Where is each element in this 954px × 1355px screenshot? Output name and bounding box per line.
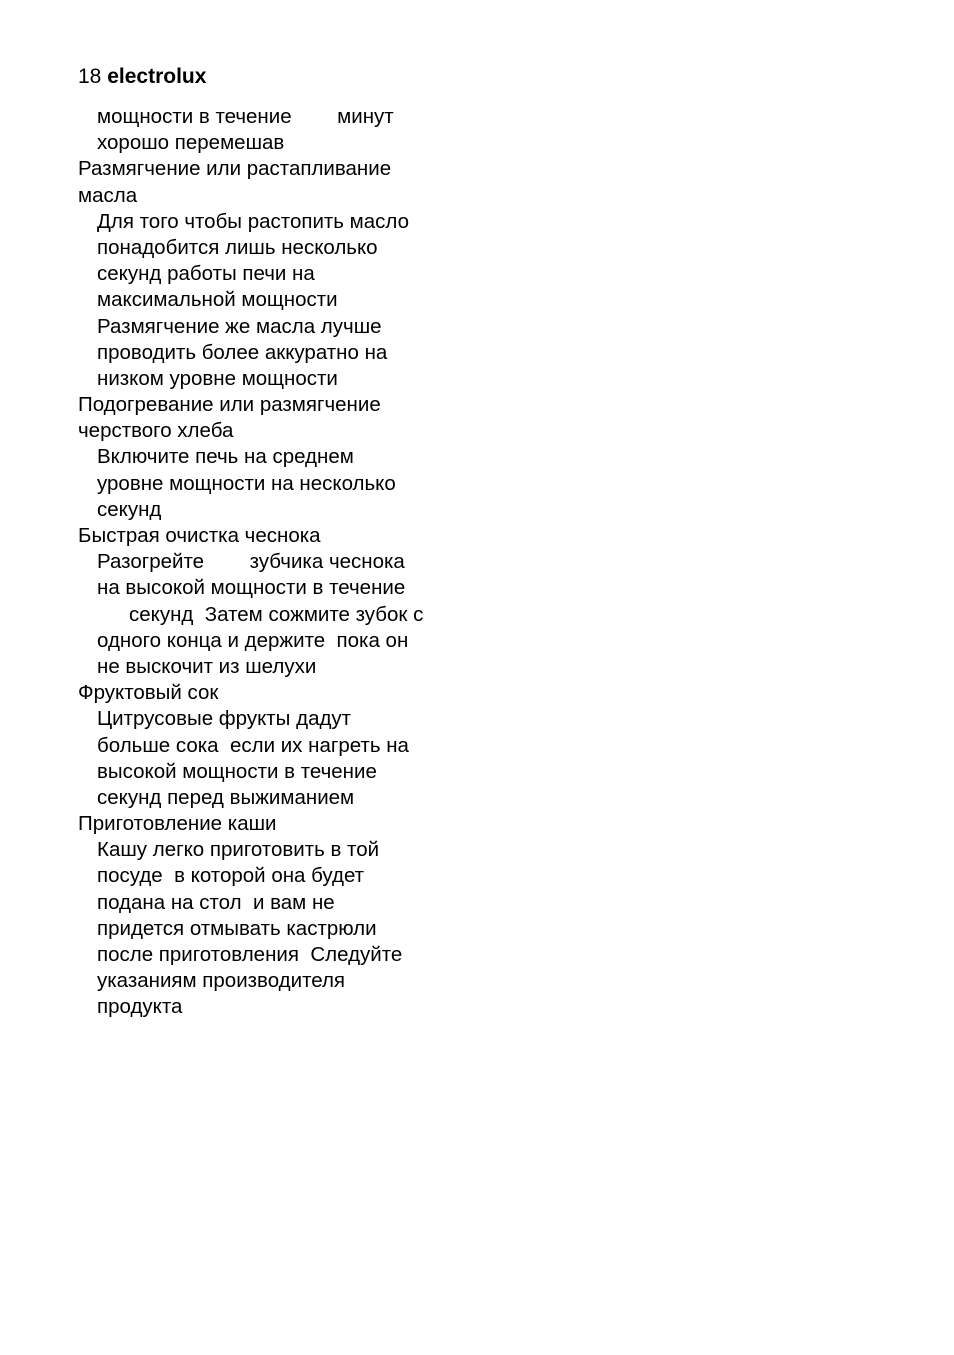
body-text-line: хорошо перемешав [97, 131, 285, 155]
section-heading-line: черствого хлеба [78, 419, 234, 443]
body-text-line: продукта [97, 995, 183, 1019]
body-text-line: мощности в течение минут [97, 105, 394, 128]
body-text-line: подана на стол и вам не [97, 890, 335, 914]
section-heading-line: Размягчение или растапливание [78, 157, 392, 181]
body-text-line: секунд [97, 497, 162, 521]
body-text-line: придется отмывать кастрюли [97, 916, 377, 940]
body-text-line: Разогрейте зубчика чеснока [97, 550, 405, 574]
body-text-line: одного конца и держите пока он [97, 628, 409, 652]
page-number: 18 [78, 65, 102, 88]
body-text-line: понадобится лишь несколько [97, 235, 378, 259]
section-heading-line: Фруктовый сок [78, 681, 219, 705]
body-text-line: секунд работы печи на [97, 262, 315, 286]
section-heading-line: масла [78, 183, 138, 207]
page-header [78, 64, 206, 90]
section-heading-line: Подогревание или размягчение [78, 393, 381, 417]
body-text-line: Размягчение же масла лучше [97, 314, 382, 338]
section-heading-line: Приготовление каши [78, 812, 277, 836]
body-text-line: больше сока если их нагреть на [97, 733, 409, 757]
body-text-line: низком уровне мощности [97, 366, 338, 390]
body-text-line: указаниям производителя [97, 969, 346, 993]
body-text-line: не выскочит из шелухи [97, 654, 317, 678]
body-text-line: максимальной мощности [97, 288, 338, 312]
body-text-line: проводить более аккуратно на [97, 340, 388, 364]
body-text-line: уровне мощности на несколько [97, 471, 396, 495]
body-text-line: Цитрусовые фрукты дадут [97, 707, 352, 731]
body-text-line: секунд перед выжиманием [97, 785, 355, 809]
body-text-line: на высокой мощности в течение [97, 576, 406, 600]
brand-name: electrolux [107, 65, 207, 88]
body-text-line: Кашу легко приготовить в той [97, 838, 380, 862]
body-text-line: секунд Затем сожмите зубок с [129, 602, 424, 626]
body-text-line: после приготовления Следуйте [97, 943, 403, 966]
document-body [78, 104, 498, 1021]
body-text-line: высокой мощности в течение [97, 759, 377, 783]
body-text-line: посуде в которой она будет [97, 864, 365, 888]
body-text-line: Для того чтобы растопить масло [97, 209, 410, 233]
section-heading-line: Быстрая очистка чеснока [78, 524, 321, 547]
body-text-line: Включите печь на среднем [97, 445, 354, 469]
